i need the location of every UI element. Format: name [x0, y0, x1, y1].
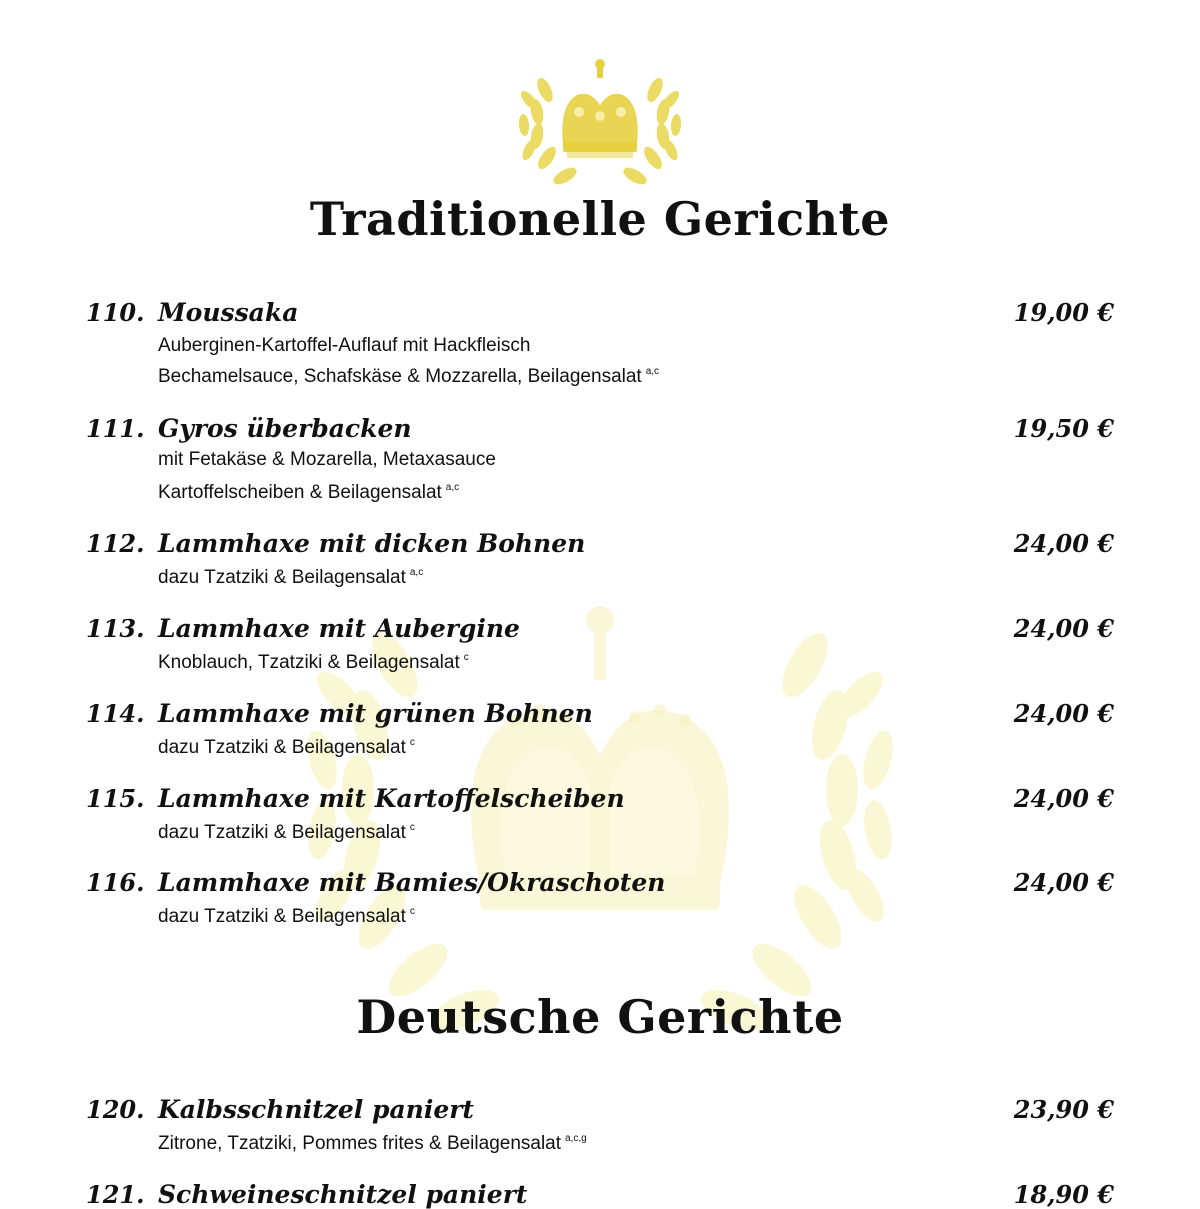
allergen-codes: a,c — [409, 567, 424, 578]
item-number: 112. — [86, 529, 145, 558]
item-number: 110. — [86, 298, 145, 327]
item-description: dazu Tzatziki & Beilagensalat $^c$ — [158, 822, 415, 843]
item-description: Kartoffelscheiben & Beilagensalat $^{a,c}$ — [158, 482, 460, 503]
item-description: Bechamelsauce, Schafskäse & Mozzarella, Beilagensalat $^{a,c}$ — [158, 366, 660, 387]
item-price: 24,00 € — [1013, 784, 1114, 813]
item-name: Kalbsschnitzel paniert — [158, 1095, 474, 1124]
item-price: 23,90 € — [1013, 1095, 1114, 1124]
item-price: 24,00 € — [1013, 868, 1114, 897]
allergen-codes: a,c — [645, 366, 660, 377]
allergen-codes: c — [409, 737, 415, 748]
item-price: 24,00 € — [1013, 529, 1114, 558]
section-title-deutsche: Deutsche Gerichte — [356, 990, 844, 1044]
item-number: 114. — [86, 699, 145, 728]
item-description: mit Fetakäse & Mozarella, Metaxasauce — [158, 449, 496, 470]
item-name: Schweineschnitzel paniert — [158, 1180, 528, 1209]
item-price: 24,00 € — [1013, 614, 1114, 643]
item-number: 116. — [86, 868, 145, 897]
allergen-codes: c — [409, 906, 415, 917]
item-name: Lammhaxe mit grünen Bohnen — [158, 699, 593, 728]
item-name: Lammhaxe mit dicken Bohnen — [158, 529, 586, 558]
allergen-codes: c — [409, 822, 415, 833]
item-price: 24,00 € — [1013, 699, 1114, 728]
item-price: 19,50 € — [1013, 414, 1114, 443]
item-name: Lammhaxe mit Bamies/Okraschoten — [158, 868, 666, 897]
item-price: 19,00 € — [1013, 298, 1114, 327]
crown-laurel-icon — [515, 50, 685, 200]
allergen-codes: c — [463, 652, 469, 663]
item-number: 121. — [86, 1180, 145, 1209]
allergen-codes: a,c — [445, 482, 460, 493]
item-number: 113. — [86, 614, 145, 643]
item-name: Gyros überbacken — [158, 414, 412, 443]
item-price: 18,90 € — [1013, 1180, 1114, 1209]
section-title-traditionelle: Traditionelle Gerichte — [309, 192, 891, 246]
item-name: Lammhaxe mit Kartoffelscheiben — [158, 784, 625, 813]
item-description: Knoblauch, Tzatziki & Beilagensalat $^c$ — [158, 652, 469, 673]
allergen-codes: a,c,g — [565, 1133, 587, 1144]
item-description: dazu Tzatziki & Beilagensalat $^c$ — [158, 906, 415, 927]
item-description: Auberginen-Kartoffel-Auflauf mit Hackfleisch — [158, 335, 531, 356]
item-name: Moussaka — [158, 298, 299, 327]
item-number: 111. — [86, 414, 145, 443]
item-description: dazu Tzatziki & Beilagensalat $^{a,c}$ — [158, 567, 424, 588]
item-description: Zitrone, Tzatziki, Pommes frites & Beilagensalat $^{a,c,g}$ — [158, 1133, 587, 1154]
item-number: 120. — [86, 1095, 145, 1124]
item-number: 115. — [86, 784, 145, 813]
item-description: dazu Tzatziki & Beilagensalat $^c$ — [158, 737, 415, 758]
item-name: Lammhaxe mit Aubergine — [158, 614, 520, 643]
